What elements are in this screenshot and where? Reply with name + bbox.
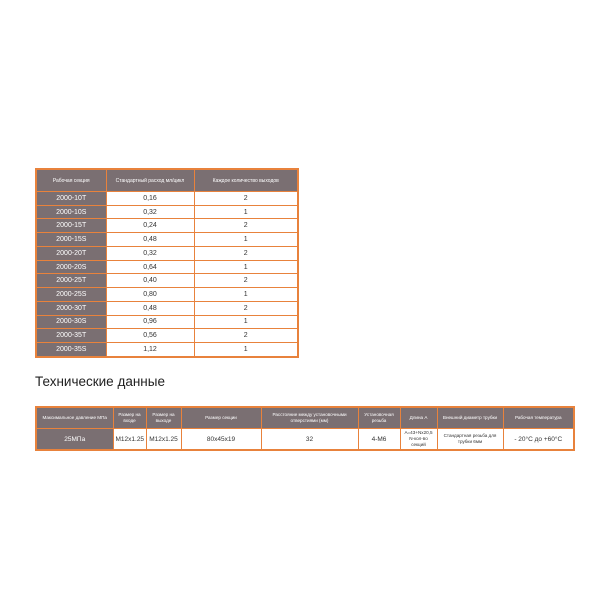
outlets-cell: 1	[194, 315, 298, 329]
thread-cell: 4-M6	[358, 429, 400, 451]
header-tube-diameter: Внешний диаметр трубки	[437, 407, 503, 429]
temperature-cell: - 20°C до +60°C	[503, 429, 574, 451]
outlets-cell: 2	[194, 274, 298, 288]
flow-cell: 0,96	[106, 315, 194, 329]
outlets-cell: 2	[194, 246, 298, 260]
tube-line-1: Стандартная резьба для	[443, 433, 497, 438]
table-row	[36, 274, 298, 288]
model-cell: 2000-10T	[36, 192, 106, 206]
outlets-cell: 2	[194, 301, 298, 315]
flow-cell: 0,80	[106, 288, 194, 302]
model-cell: 2000-25T	[36, 274, 106, 288]
table-row	[36, 315, 298, 329]
model-cell: 2000-35T	[36, 329, 106, 343]
flow-cell: 0,40	[106, 274, 194, 288]
header-thread: Установочная резьба	[358, 407, 400, 429]
table-header-row	[36, 169, 298, 192]
table-row	[36, 288, 298, 302]
section-heading: Технические данные	[35, 374, 165, 389]
table-row	[36, 329, 298, 343]
model-cell: 2000-25S	[36, 288, 106, 302]
table-row	[36, 219, 298, 233]
outlets-cell: 1	[194, 233, 298, 247]
model-cell: 2000-15T	[36, 219, 106, 233]
outlets-cell: 2	[194, 192, 298, 206]
table-row	[36, 343, 298, 357]
flow-cell: 0,48	[106, 233, 194, 247]
inlet-cell: M12x1.25	[113, 429, 146, 451]
model-cell: 2000-20S	[36, 260, 106, 274]
flow-cell: 1,12	[106, 343, 194, 357]
outlets-cell: 2	[194, 329, 298, 343]
flow-cell: 0,16	[106, 192, 194, 206]
table-row	[36, 429, 574, 451]
flow-cell: 0,56	[106, 329, 194, 343]
model-cell: 2000-35S	[36, 343, 106, 357]
header-section: Рабочая секция	[36, 169, 106, 192]
model-cell: 2000-30S	[36, 315, 106, 329]
model-cell: 2000-30T	[36, 301, 106, 315]
header-outlets: Каждое количество выходов	[194, 169, 298, 192]
tube-diameter-cell	[437, 429, 503, 451]
table-header-row	[36, 407, 574, 429]
table-row	[36, 260, 298, 274]
outlets-cell: 1	[194, 343, 298, 357]
pressure-cell: 25МПа	[36, 429, 113, 451]
flow-cell: 0,64	[106, 260, 194, 274]
tech-data-table	[35, 406, 575, 451]
outlets-cell: 1	[194, 288, 298, 302]
table-row	[36, 246, 298, 260]
model-cell: 2000-10S	[36, 205, 106, 219]
length-a-cell	[400, 429, 437, 451]
table-row	[36, 192, 298, 206]
table-row	[36, 205, 298, 219]
outlet-cell: M12x1.25	[146, 429, 181, 451]
model-cell: 2000-15S	[36, 233, 106, 247]
table-row	[36, 301, 298, 315]
flow-cell: 0,24	[106, 219, 194, 233]
header-flow: Стандартный расход мл/цикл	[106, 169, 194, 192]
outlets-cell: 1	[194, 205, 298, 219]
header-hole-distance: Расстояние между установочными отверстиями (мм)	[261, 407, 358, 429]
flow-cell: 0,32	[106, 246, 194, 260]
length-a-formula: A=43+Nx20,5	[404, 430, 433, 435]
table-row	[36, 233, 298, 247]
flow-rate-table	[35, 168, 299, 358]
outlets-cell: 2	[194, 219, 298, 233]
flow-cell: 0,32	[106, 205, 194, 219]
hole-distance-cell: 32	[261, 429, 358, 451]
header-inlet: Размер на входе	[113, 407, 146, 429]
header-section-size: Размер секции	[181, 407, 261, 429]
flow-cell: 0,48	[106, 301, 194, 315]
section-size-cell: 80x45x19	[181, 429, 261, 451]
header-temperature: Рабочая температура	[503, 407, 574, 429]
outlets-cell: 1	[194, 260, 298, 274]
model-cell: 2000-20T	[36, 246, 106, 260]
length-a-note: N-кол-во секций	[409, 436, 428, 447]
tube-line-2: трубки 6мм	[457, 439, 483, 444]
header-length-a: Длина А	[400, 407, 437, 429]
header-outlet: Размер на выходе	[146, 407, 181, 429]
header-pressure: Максимальное давление МПа	[36, 407, 113, 429]
